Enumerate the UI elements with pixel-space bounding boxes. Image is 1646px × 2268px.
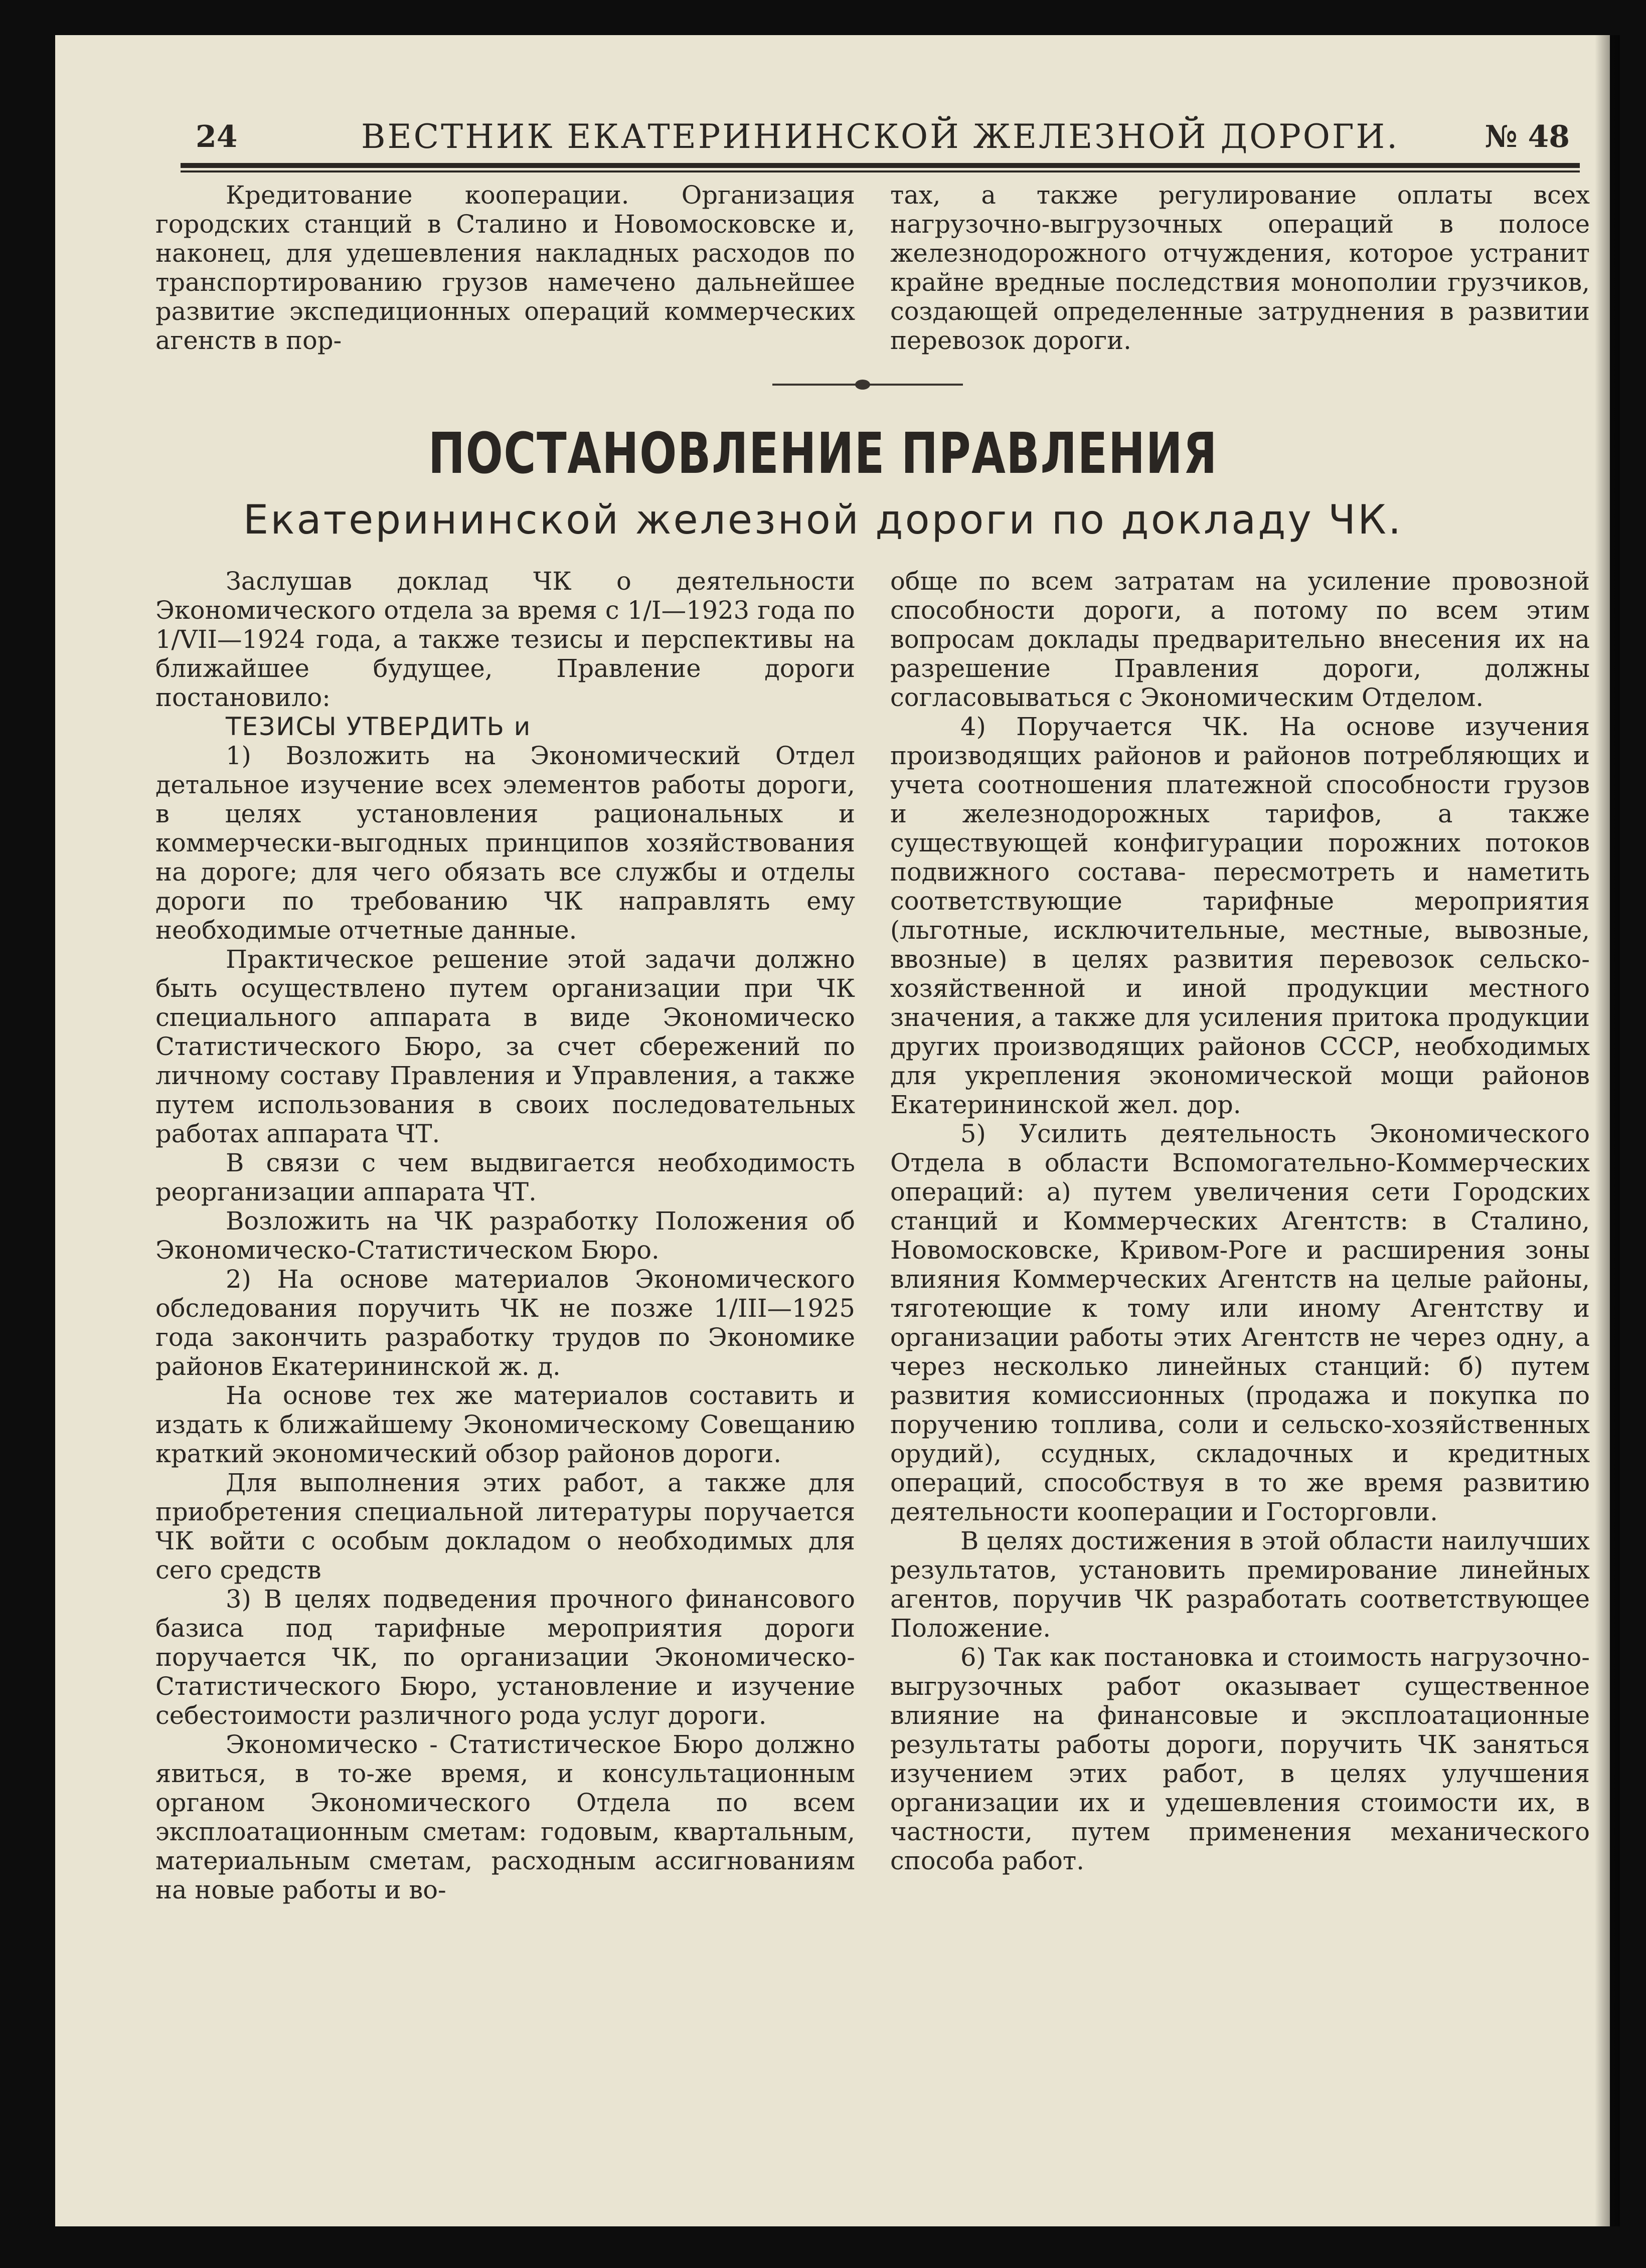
paragraph: В связи с чем выдвигается необходимость реорганизации аппарата ЧТ. (155, 1148, 855, 1206)
paragraph: 6) Так как постановка и стоимость нагрузочно-выгрузочных работ оказывает существенное влияние на финансовые и эксплоатационные результаты работы дороги, поручить ЧК заняться изучением этих работ, в целях улучшения организации их и удешевления стоимости их, в частности, путем применения механического способа работ. (890, 1643, 1590, 1875)
paragraph: Для выполнения этих работ, а также для приобретения специальной литературы поручается ЧК войти с особым докладом о необходимых для сего средств (155, 1468, 855, 1585)
paragraph: Возложить на ЧК разработку Положения об Экономическо-Статистическом Бюро. (155, 1206, 855, 1265)
paragraph: Кредитование кооперации. Организация городских станций в Сталино и Новомосковске и, наконец, для удешевления накладных расходов по транспортированию грузов намечено дальнейшее развитие экспедиционных операций коммерческих агенств в пор- (155, 181, 855, 355)
article-subheadline: Екатерининской железной дороги по докладу ЧК. (243, 496, 1403, 543)
paragraph: Практическое решение этой задачи должно быть осуществлено путем организации при ЧК специального аппарата в виде Экономическо Статистического Бюро, за счет сбережений по личному составу Правления и Управления, а также путем использования в своих последовательных работах аппарата ЧТ. (155, 945, 855, 1148)
left-column (155, 567, 855, 1904)
paragraph: 2) На основе материалов Экономического обследования поручить ЧК не позже 1/III—1925 года закончить разработку трудов по Экономике районов Екатерининской ж. д. (155, 1265, 855, 1381)
paragraph: обще по всем затратам на усиление провозной способности дороги, а потому по всем этим вопросам доклады предварительно внесения их на разрешение Правления дороги, должны согласовываться с Экономическим Отделом. (890, 567, 1590, 712)
paragraph: В целях достижения в этой области наилучших результатов, установить премирование линейных агентов, поручив ЧК разработать соответствующее Положение. (890, 1526, 1590, 1643)
paragraph: Экономическо - Статистическое Бюро должно явиться, в то-же время, и консультационным органом Экономического Отдела по всем эксплоатационным сметам: годовым, квартальным, материальным сметам, расходным ассигнованиям на новые работы и во- (155, 1730, 855, 1904)
paragraph: 1) Возложить на Экономический Отдел детальное изучение всех элементов работы дороги, в целях установления рациональных и коммерчески-выгодных принципов хозяйствования на дороге; для чего обязать все службы и отделы дороги по требованию ЧК направлять ему необходимые отчетные данные. (155, 741, 855, 945)
page-number: 24 (196, 119, 238, 154)
page-header (140, 115, 1590, 165)
paragraph: тах, а также регулирование оплаты всех нагрузочно-выгрузочных операций в полосе железнодорожного отчуждения, которое устранит крайне вредные последствия монополии грузчиков, создающей определенные затруднения в развитии перевозок дороги. (890, 181, 1590, 355)
paragraph: 3) В целях подведения прочного финансового базиса под тарифные мероприятия дороги поручается ЧК, по организации Экономическо-Статистического Бюро, установление и изучение себестоимости различного рода услуг дороги. (155, 1585, 855, 1730)
issue-number: № 48 (1485, 119, 1570, 154)
paragraph: На основе тех же материалов составить и издать к ближайшему Экономическому Совещанию краткий экономический обзор районов дороги. (155, 1381, 855, 1468)
top-article-right-column (890, 181, 1590, 355)
right-column (890, 567, 1590, 1875)
paragraph: Заслушав доклад ЧК о деятельности Экономического отдела за время с 1/I—1923 года по 1/VII—1924 года, а также тезисы и перспективы на ближайшее будущее, Правление дороги постановило: (155, 567, 855, 712)
page-edge-shadow (1595, 35, 1620, 2226)
divider-ornament (855, 380, 870, 390)
header-rule (181, 163, 1580, 168)
paragraph: 4) Поручается ЧК. На основе изучения производящих районов и районов потребляющих и учета соотношения платежной способности грузов и железнодорожных тарифов, а также существующей конфигурации порожних потоков подвижного состава- пересмотреть и наметить соответствующие тарифные мероприятия (льготные, исключительные, местные, вывозные, ввозные) в целях развития перевозок сельско-хозяйственной и иной продукции местного значения, а также для усиления притока продукции других производящих районов СССР, необходимых для укрепления экономической мощи районов Екатерининской жел. дор. (890, 712, 1590, 1119)
journal-title: ВЕСТНИК ЕКАТЕРИНИНСКОЙ ЖЕЛЕЗНОЙ ДОРОГИ. (361, 117, 1400, 156)
header-rule-thin (181, 170, 1580, 172)
paragraph: 5) Усилить деятельность Экономического Отдела в области Вспомогательно-Коммерческих операций: а) путем увеличения сети Городских станций и Коммерческих Агентств: в Сталино, Новомосковске, Кривом-Роге и расширения зоны влияния Коммерческих Агентств на целые районы, тяготеющие к тому или иному Агентству и организации работы этих Агентств не через одну, а через несколько линейных станций: б) путем развития комиссионных (продажа и покупка по поручению топлива, соли и сельско-хозяйственных орудий), ссудных, складочных и кредитных операций, способствуя в то же время развитию деятельности кооперации и Госторговли. (890, 1119, 1590, 1526)
top-article-left-column (155, 181, 855, 355)
thesis-heading: ТЕЗИСЫ УТВЕРДИТЬ и (226, 712, 532, 741)
article-headline: ПОСТАНОВЛЕНИЕ ПРАВЛЕНИЯ (428, 421, 1218, 486)
